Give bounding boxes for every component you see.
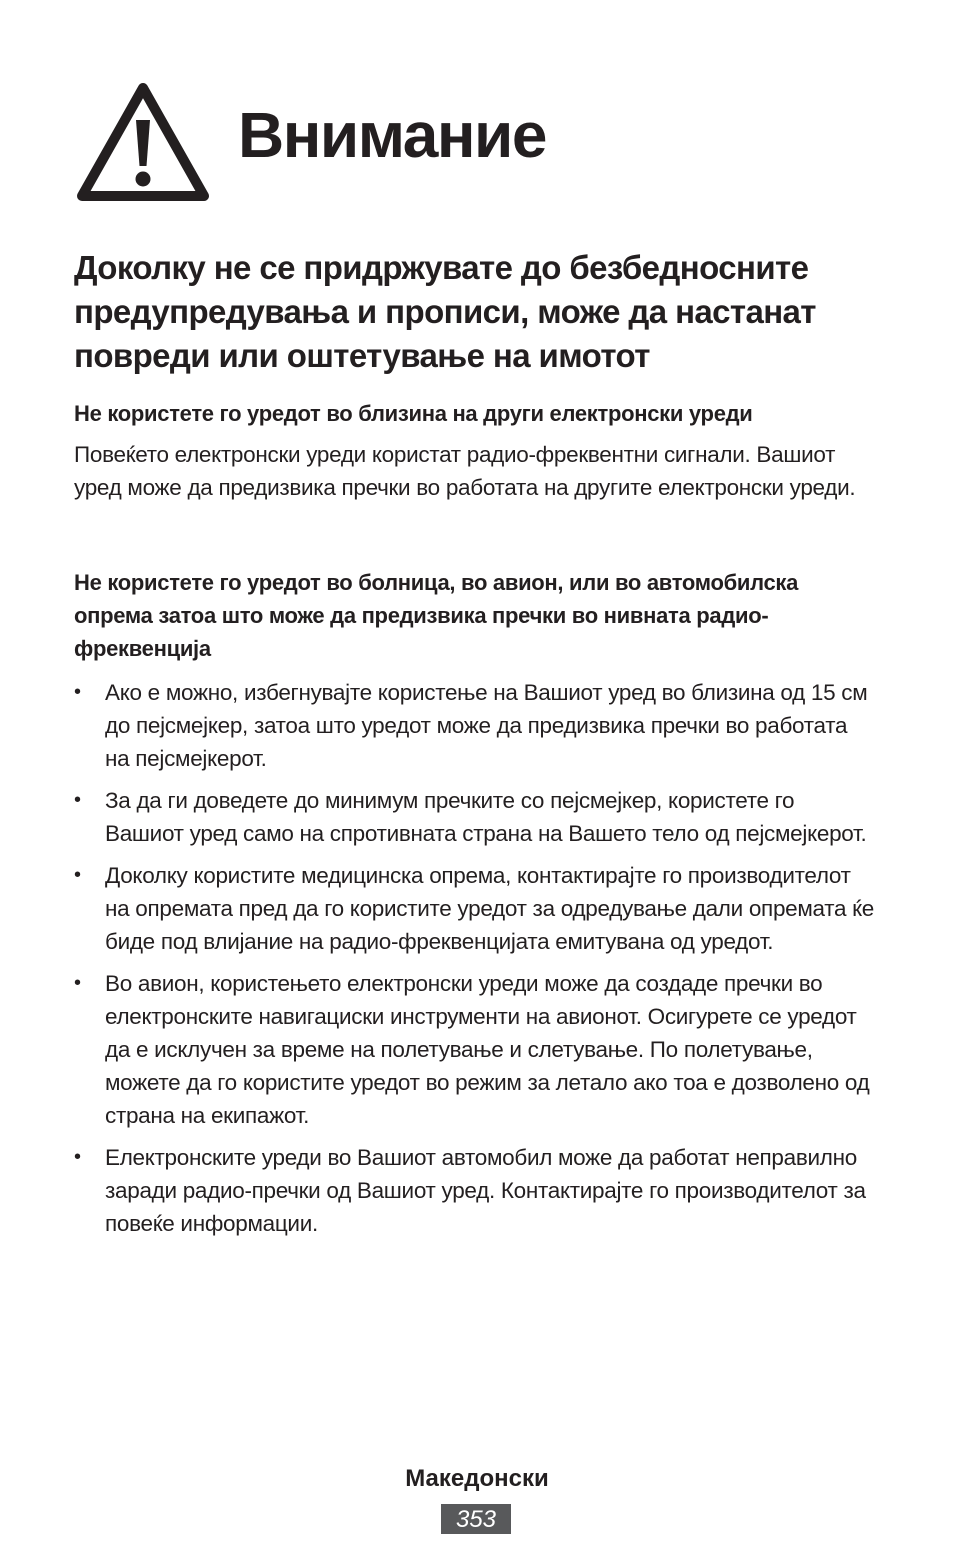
- list-item: [74, 859, 874, 958]
- list-item: [74, 1141, 874, 1240]
- bullet-list: [74, 676, 874, 1249]
- bullet-icon: •: [74, 789, 81, 811]
- warning-triangle-icon: [74, 80, 212, 204]
- section-hospital-airplane: [74, 566, 874, 665]
- section-heading: Не користете го уредот во болница, во авион, или во автомобилска опрема затоа што може да предизвика пречки во нивната радио-фреквенција: [74, 570, 799, 661]
- section-heading: Не користете го уредот во близина на други електронски уреди: [74, 401, 753, 426]
- page-title: Внимание: [238, 99, 546, 171]
- section-electronic-devices: [74, 397, 874, 504]
- bullet-icon: •: [74, 681, 81, 703]
- page-number: 353: [441, 1504, 511, 1534]
- main-heading: Доколку не се придржувате до безбедносните предупредувања и прописи, може да настанат повреди или оштетување на имотот: [74, 249, 816, 374]
- section-paragraph: Повеќето електронски уреди користат радио-фреквентни сигнали. Вашиот уред може да предизвика пречки во работата на другите електронски уреди.: [74, 442, 856, 500]
- list-item-text: Во авион, користењето електронски уреди може да создаде пречки во електронските навигациски инструменти на авионот. Осигурете се уредот да е исклучен за време на полетување и слетување. По полетување, можете да го користите уредот во режим за летало ако тоа е дозволено од страна на екипажот.: [105, 971, 870, 1128]
- list-item-text: Доколку користите медицинска опрема, контактирајте го производителот на опремата пред да го користите уредот за одредување дали опремата ќе биде под влијание на радио-фреквенцијата емитувана од уредот.: [105, 863, 874, 954]
- list-item-text: Ако е можно, избегнувајте користење на Вашиот уред во близина од 15 см до пејсмејкер, затоа што уредот може да предизвика пречки во работата на пејсмејкерот.: [105, 680, 868, 771]
- bullet-icon: •: [74, 864, 81, 886]
- bullet-icon: •: [74, 972, 81, 994]
- list-item: [74, 676, 874, 775]
- list-item-text: За да ги доведете до минимум пречките со пејсмејкер, користете го Вашиот уред само на спротивната страна на Вашето тело од пејсмејкерот.: [105, 788, 867, 846]
- list-item-text: Електронските уреди во Вашиот автомобил може да работат неправилно заради радио-пречки од Вашиот уред. Контактирајте го производителот за повеќе информации.: [105, 1145, 866, 1236]
- list-item: [74, 967, 874, 1132]
- list-item: [74, 784, 874, 850]
- footer-language: Македонски: [405, 1465, 549, 1492]
- bullet-icon: •: [74, 1146, 81, 1168]
- page-header: [74, 80, 212, 204]
